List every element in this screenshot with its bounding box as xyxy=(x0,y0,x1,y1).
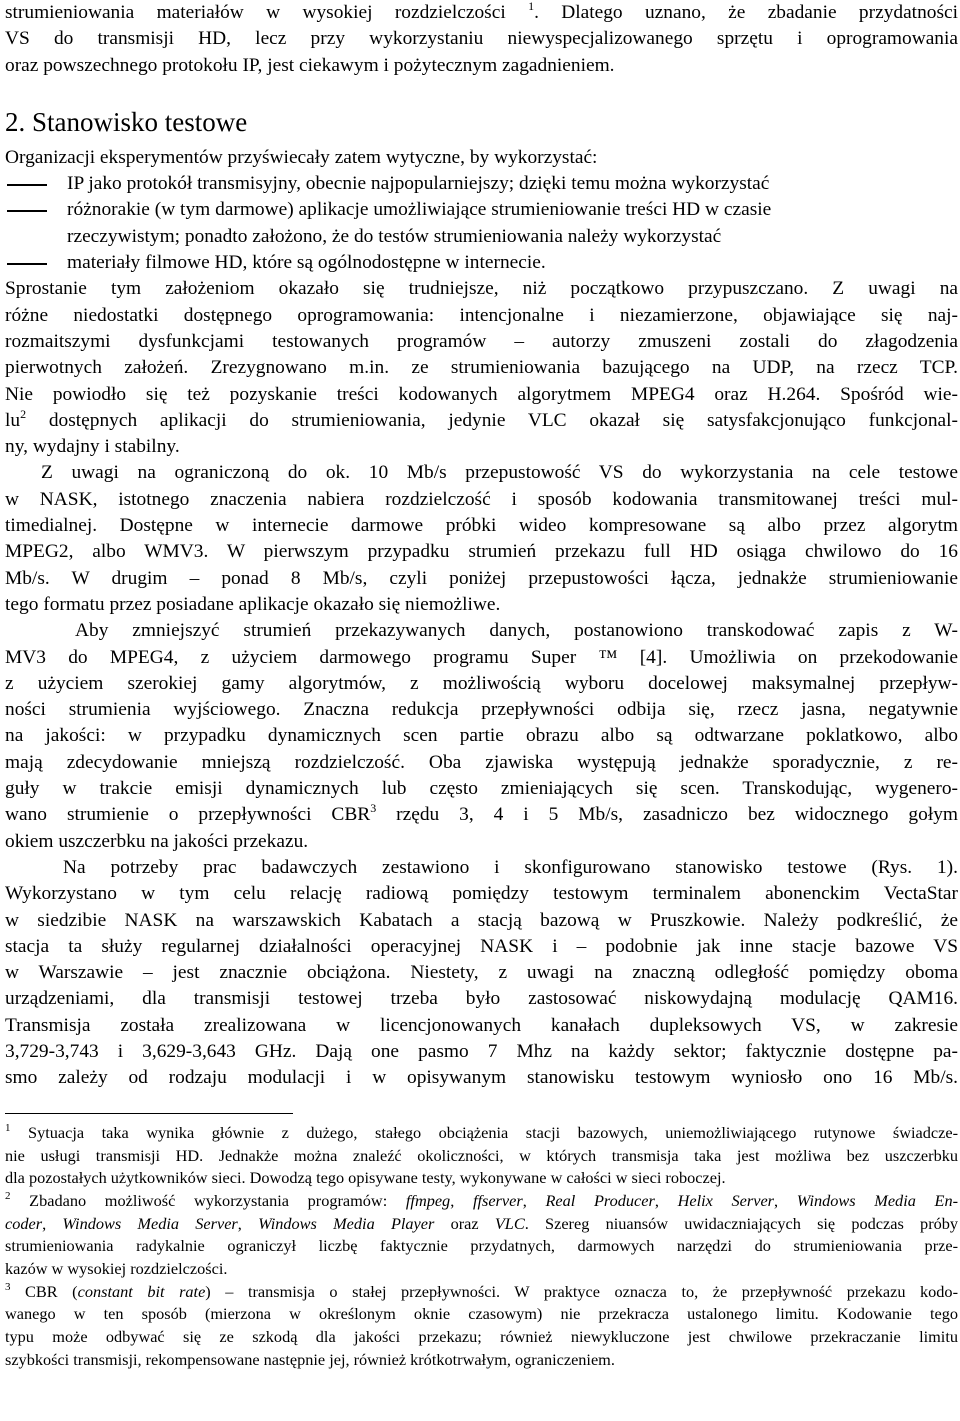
text-line: strumieniowania materiałów w wysokiej rozdzielczości $^1$. Dlatego uznano, że zbadanie przydatności xyxy=(5,0,959,23)
text-line: Z uwagi na ograniczoną do ok. 10 Mb/s przepustowość VS do wykorzystania na cele testowe xyxy=(41,462,958,484)
text-line: z użyciem szerokiej gamy algorytmów, z możliwością wyboru docelowej maksymalnej przepływ- xyxy=(5,672,958,694)
text-line: różne niedostatki dostępnego oprogramowania: intencjonalne i niezamierzone, objawiające się naj- xyxy=(5,304,958,326)
footnote-line: coder, Windows Media Server, Windows Media Player oraz VLC. Szereg niuansów uwidaczniających się podczas próby xyxy=(5,1213,959,1233)
text-line: MV3 do MPEG4, z użyciem darmowego programu Super ™ [4]. Umożliwia on przekodowanie xyxy=(5,646,958,668)
text-line: rozmaitszymi dysfunkcjami testowanych programów – autorzy zmuszeni zostali do złagodzenia xyxy=(5,330,958,352)
text-line: wano strumienie o przepływności CBR$^3$ rzędu 3, 4 i 5 Mb/s, zasadniczo bez widocznego gołym xyxy=(5,801,958,826)
footnote-ref-2[interactable]: 2 xyxy=(20,406,27,421)
list-item: rzeczywistym; ponadto założono, że do testów strumieniowania należy wykorzystać xyxy=(67,225,722,247)
footnote-mark: 2 xyxy=(5,1190,11,1203)
footnote-line: dla pozostałych użytkowników sieci. Dowodzą tego opisywane testy, wykonywane w całości w sieci roboczej. xyxy=(5,1168,726,1188)
text-line: na jakości: w przypadku dynamicznych scen partie obrazu albo są odtwarzane poklatkowo, albo xyxy=(5,725,958,747)
footnote-1 xyxy=(5,1122,958,1190)
paragraph-3 xyxy=(5,618,958,855)
footnote-mark: 1 xyxy=(5,1121,11,1134)
text-line: smo zależy od rodzaju modulacji i w opisywanym stanowisku testowym wyniosło ono 16 Mb/s. xyxy=(5,1067,958,1089)
dash-bullet xyxy=(5,197,67,223)
text-line: Nie powiodło się też pozyskanie treści kodowanych algorytmem MPEG4 oraz H.264. Spośród wie- xyxy=(5,383,958,405)
footnote-line: wanego w ten sposób (mierzona w określonym oknie czasowym) nie przekracza ustalonego limitu. Kodowanie tego xyxy=(5,1304,958,1324)
text-line: stacja ta służy regularnej działalności operacyjnej NASK i – podobnie jak inne stacje bazowe VS xyxy=(5,935,958,957)
footnote-2 xyxy=(5,1190,958,1281)
text-line: MPEG2, albo WMV3. W pierwszym przypadku strumień przekazu full HD osiąga chwilowo do 16 xyxy=(5,541,958,563)
footnote-separator xyxy=(5,1113,293,1114)
text-line: Wykorzystano w tym celu relację radiową pomiędzy testowym terminalem abonenckim VectaStar xyxy=(5,883,958,905)
paragraph-4 xyxy=(5,855,958,1092)
section-lead: Organizacji eksperymentów przyświecały zatem wytyczne, by wykorzystać: xyxy=(5,146,598,168)
footnote-line: $^3$ CBR (constant bit rate) – transmisja o stałej przepływności. W praktyce oznacza to, że przepływność przekazu kodo- xyxy=(5,1280,958,1301)
bullet-list xyxy=(5,171,958,276)
text-line: timedialnej. Dostępne w internecie darmowe próbki wideo kompresowane są albo przez algorytm xyxy=(5,515,958,537)
footnote-line: nie usługi transmisji HD. Jednakże można znaleźć okoliczności, w których transmisja taka jest możliwa bez uszczerbku xyxy=(5,1145,958,1165)
paragraph-1 xyxy=(5,276,958,460)
text-line: okiem uszczerbku na jakości przekazu. xyxy=(5,830,309,852)
text-line: 3,729-3,743 i 3,629-3,643 GHz. Dają one pasmo 7 Mhz na każdy sektor; faktycznie dostępne pa- xyxy=(5,1040,958,1062)
text-line: guły w trakcie emisji dynamicznych lub często zmieniających się scen. Transkodując, wygenero- xyxy=(5,778,958,800)
footnote-ref-3[interactable]: 3 xyxy=(370,801,377,816)
intro-paragraph xyxy=(5,0,958,79)
text-line: Na potrzeby prac badawczych zestawiono i skonfigurowano stanowisko testowe (Rys. 1). xyxy=(63,856,958,878)
text-line: ności strumienia wyjściowego. Znaczna redukcja przepływności odbija się, rzecz jasna, negatywnie xyxy=(5,699,958,721)
text-line: VS do transmisji HD, lecz przy wykorzystaniu niewyspecjalizowanego sprzętu i oprogramowania xyxy=(5,28,958,50)
text-line: Sprostanie tym założeniom okazało się trudniejsze, niż początkowo przypuszczano. Z uwagi na xyxy=(5,278,958,300)
footnote-3 xyxy=(5,1281,958,1372)
text-line: Aby zmniejszyć strumień przekazywanych danych, postanowiono transkodować zapis z W- xyxy=(75,620,958,642)
footnote-line: strumieniowania radykalnie ograniczył liczbę faktycznie przydatnych, darmowych narzędzi do strumieniowania prze- xyxy=(5,1236,958,1256)
text-line: ny, wydajny i stabilny. xyxy=(5,436,180,458)
list-item: IP jako protokół transmisyjny, obecnie najpopularniejszy; dzięki temu można wykorzystać xyxy=(5,171,958,197)
text-line: urządzeniami, dla transmisji testowej trzeba było zastosować niskowydajną modulację QAM16. xyxy=(5,988,958,1010)
section-heading: 2. Stanowisko testowe xyxy=(5,106,248,137)
text-line: w Warszawie – jest znacznie obciążona. Niestety, z uwagi na znaczną odległość pomiędzy oboma xyxy=(5,962,958,984)
footnote-line: $^2$ Zbadano możliwość wykorzystania programów: ffmpeg, ffserver, Real Producer, Helix Server, Windows Media En- xyxy=(5,1190,959,1211)
dash-bullet xyxy=(5,250,67,276)
text-line: pierwotnych założeń. Zrezygnowano m.in. ze strumieniowania bazującego na UDP, na rzecz TCP. xyxy=(5,357,958,379)
text-line: Mb/s. W drugim – ponad 8 Mb/s, czyli poniżej przepustowości łącza, jednakże strumieniowanie xyxy=(5,567,958,589)
footnotes xyxy=(5,1122,958,1372)
text-line: mają zdecydowanie mniejszą rozdzielczość. Oba zjawiska występują jednakże sporadycznie, z re- xyxy=(5,751,958,773)
text-line: Transmisja została zrealizowana w licencjonowanych kanałach dupleksowych VS, w zakresie xyxy=(5,1014,958,1036)
text-line: tego formatu przez posiadane aplikacje okazało się niemożliwe. xyxy=(5,593,501,615)
footnote-line: $^1$ Sytuacja taka wynika głównie z dużego, stałego obciążenia stacji bazowych, uniemożliwiającego rutynowe świadcze- xyxy=(5,1121,958,1142)
paragraph-2 xyxy=(5,460,958,618)
footnote-mark: 3 xyxy=(5,1280,11,1293)
text-line: $lu^2$ dostępnych aplikacji do strumieniowania, jedynie VLC okazał się satysfakcjonująco funkcjonal- xyxy=(5,406,958,431)
footnote-line: kazów w wysokiej rozdzielczości. xyxy=(5,1259,228,1279)
text-line: w siedzibie NASK na warszawskich Kabatach a stacją bazową w Pruszkowie. Należy podkreślić, że xyxy=(5,909,958,931)
list-item: różnorakie (w tym darmowe) aplikacje umożliwiające strumieniowanie treści HD w czasie xyxy=(5,197,958,223)
footnote-line: szybkości transmisji, rekompensowane następnie jej, również krótkotrwałym, ograniczeniem. xyxy=(5,1349,615,1369)
text-line: w NASK, istotnego znaczenia nabiera rozdzielczość i sposób kodowania transmitowanej treści mul- xyxy=(5,488,958,510)
footnote-ref-1[interactable]: 1 xyxy=(528,0,535,13)
list-item: materiały filmowe HD, które są ogólnodostępne w internecie. xyxy=(5,250,958,276)
footnote-line: typu może odbywać się ze szkodą dla jakości przekazu; również niewykluczone jest chwilowe przekraczanie limitu xyxy=(5,1327,958,1347)
dash-bullet xyxy=(5,171,67,197)
text-line: oraz powszechnego protokołu IP, jest ciekawym i pożytecznym zagadnieniem. xyxy=(5,54,615,76)
